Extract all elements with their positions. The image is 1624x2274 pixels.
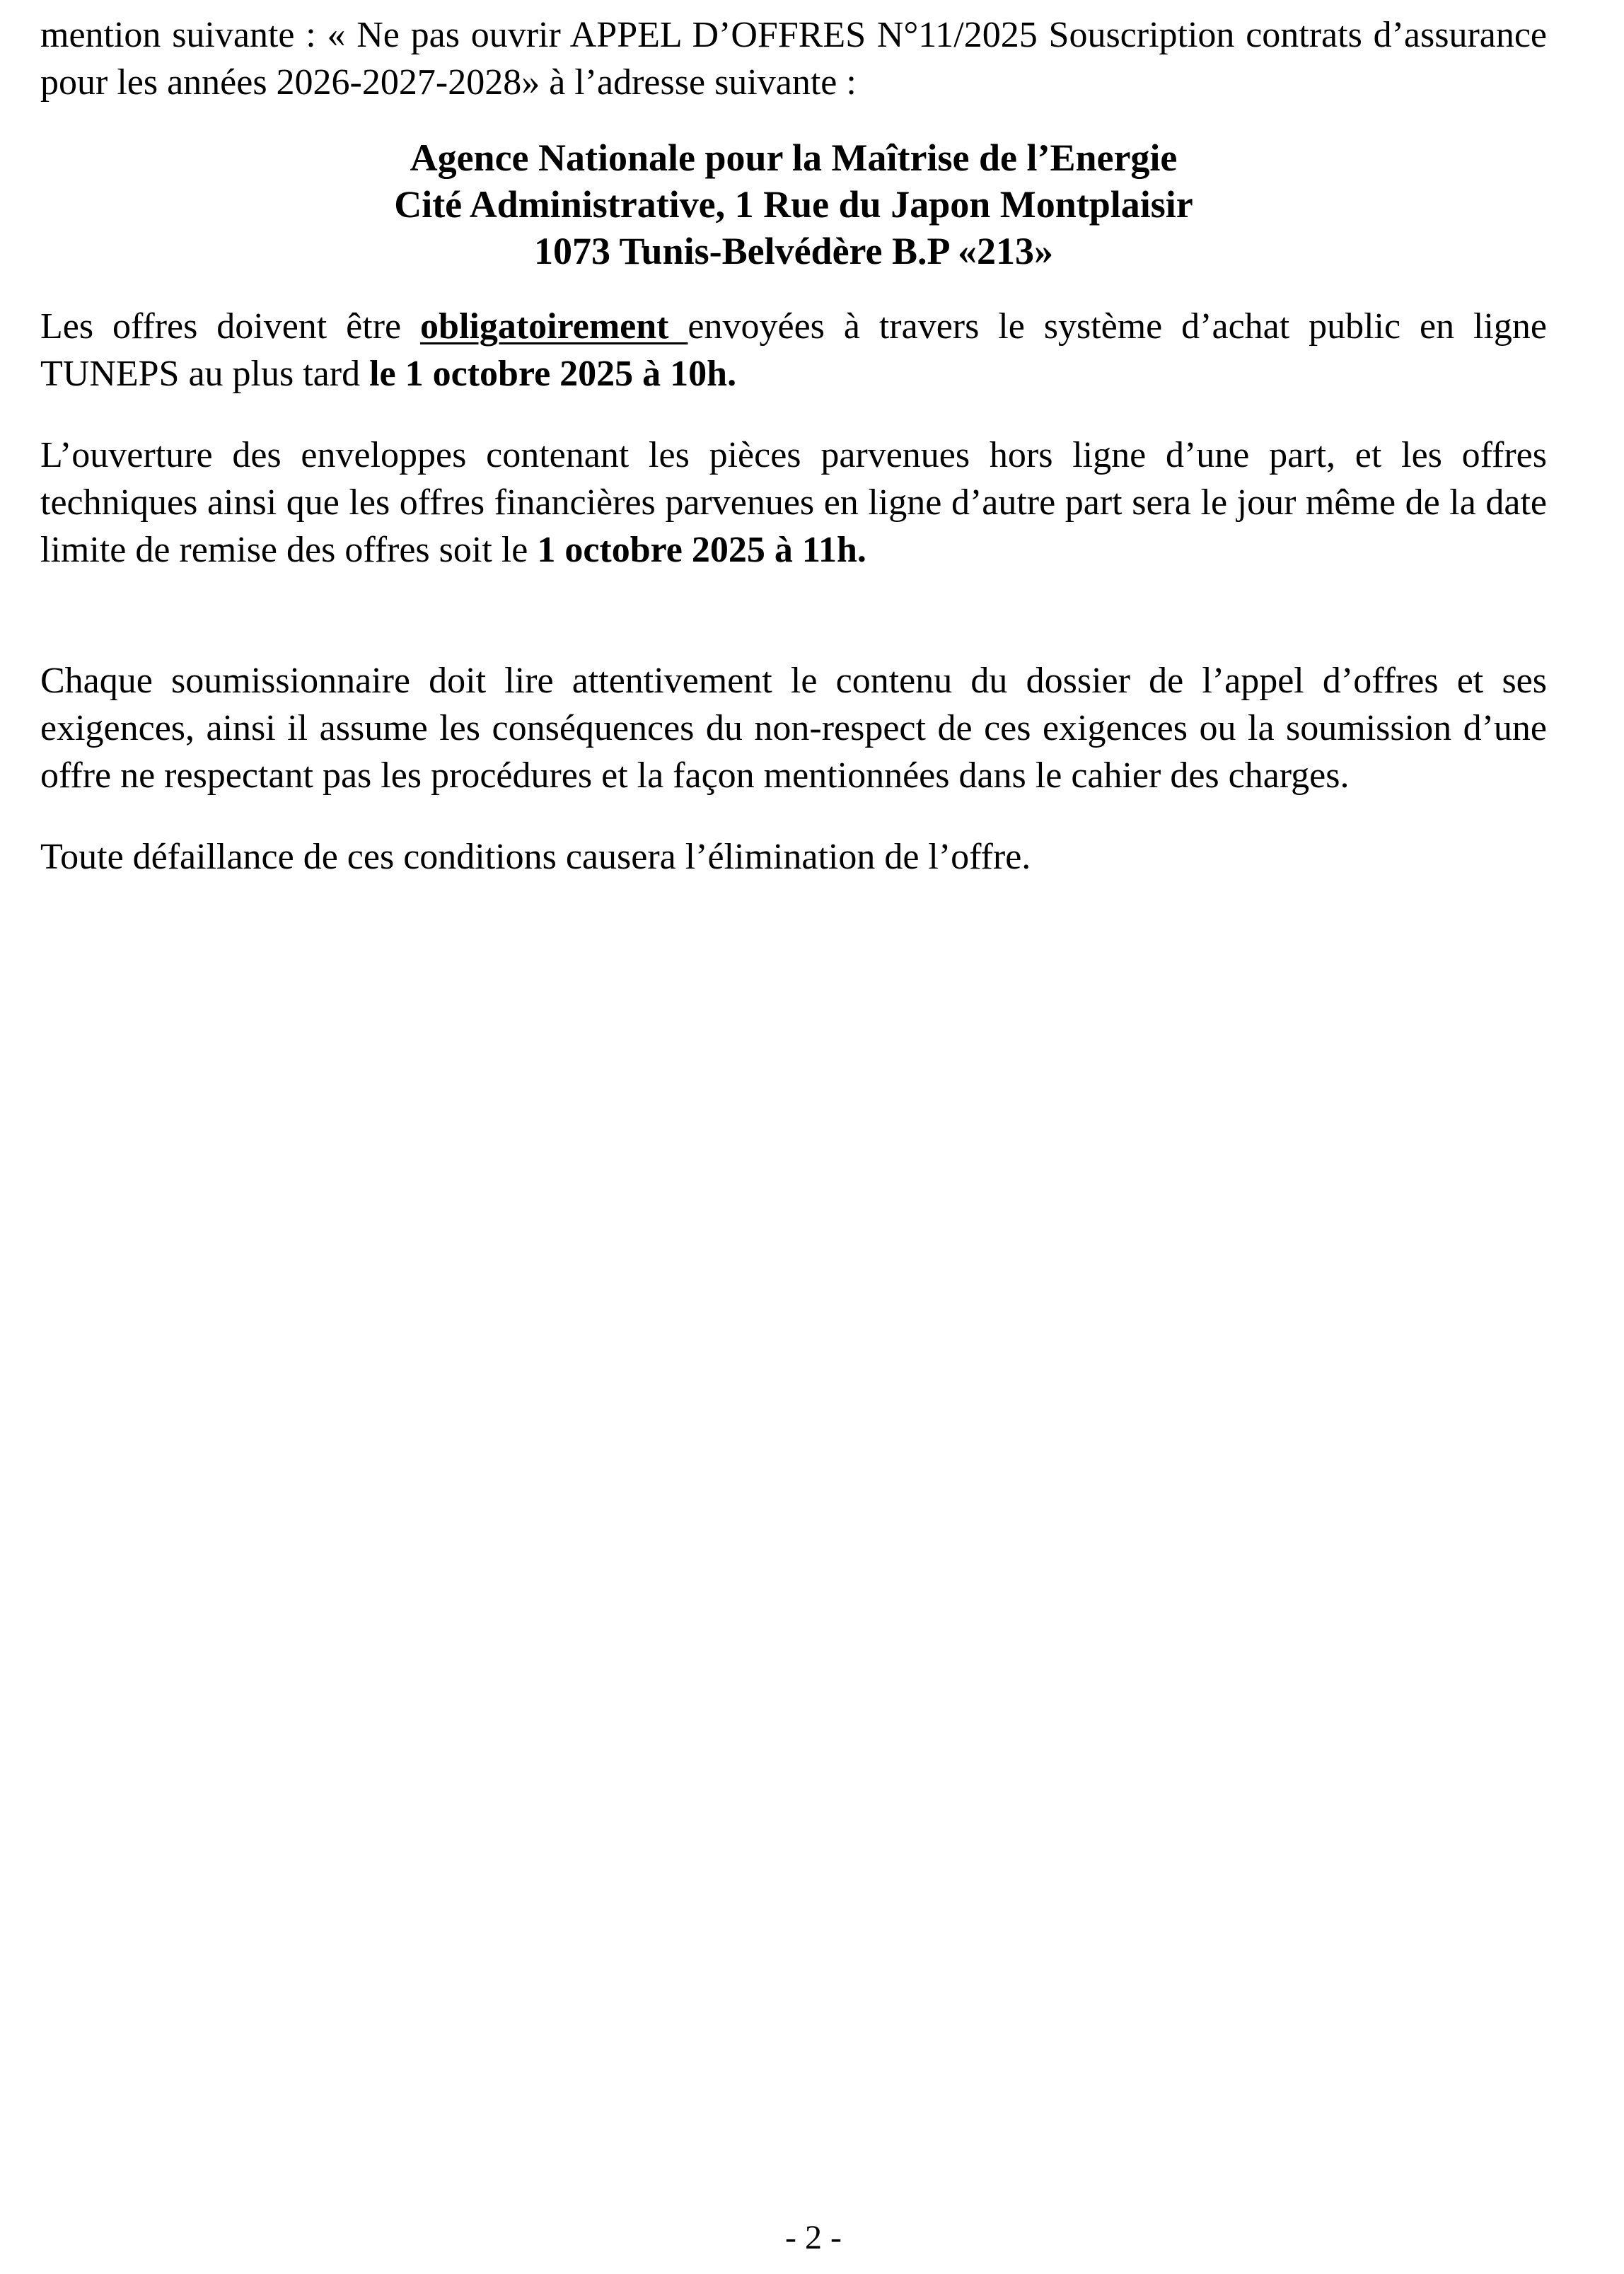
offres-text-middle: envoyées à travers le système d’achat public en ligne TUNEPS au plus tard: [40, 306, 1548, 394]
offres-text-start: Les offres doivent être: [40, 306, 421, 347]
paragraph-defaillance: Toute défaillance de ces conditions causera l’élimination de l’offre.: [40, 837, 1031, 877]
address-block: [40, 134, 1547, 274]
offres-deadline: le 1 octobre 2025 à 10h.: [369, 354, 737, 394]
page-content: [40, 11, 1547, 881]
paragraph-intro: mention suivante : « Ne pas ouvrir APPEL D’OFFRES N°11/2025 Souscription contrats d’assurance pour les années 2026-2027-2028» à l’adresse suivante :: [40, 15, 1547, 103]
paragraph-ouverture: [40, 431, 1547, 574]
address-line-street: Cité Administrative, 1 Rue du Japon Montplaisir: [394, 183, 1193, 226]
offres-emphasis: obligatoirement: [420, 306, 688, 347]
paragraph-chaque-soumissionnaire: Chaque soumissionnaire doit lire attentivement le contenu du dossier de l’appel d’offres et ses exigences, ainsi il assume les conséquences du non-respect de ces exigences ou la soumission d’une offre ne respectant pas les procédures et la façon mentionnées dans le cahier des charges.: [40, 661, 1547, 796]
ouverture-text: L’ouverture des enveloppes contenant les pièces parvenues hors ligne d’une part, et les offres techniques ainsi que les offres financières parvenues en ligne d’autre part sera le jour même de la date limite de remise des offres soit le: [40, 435, 1547, 570]
address-line-agency: Agence Nationale pour la Maîtrise de l’Energie: [410, 137, 1178, 179]
ouverture-date: 1 octobre 2025 à 11h.: [537, 530, 866, 570]
page-number: - 2 -: [785, 2219, 842, 2256]
address-line-city: 1073 Tunis-Belvédère B.P «213»: [533, 230, 1054, 272]
paragraph-offres: [40, 303, 1547, 398]
